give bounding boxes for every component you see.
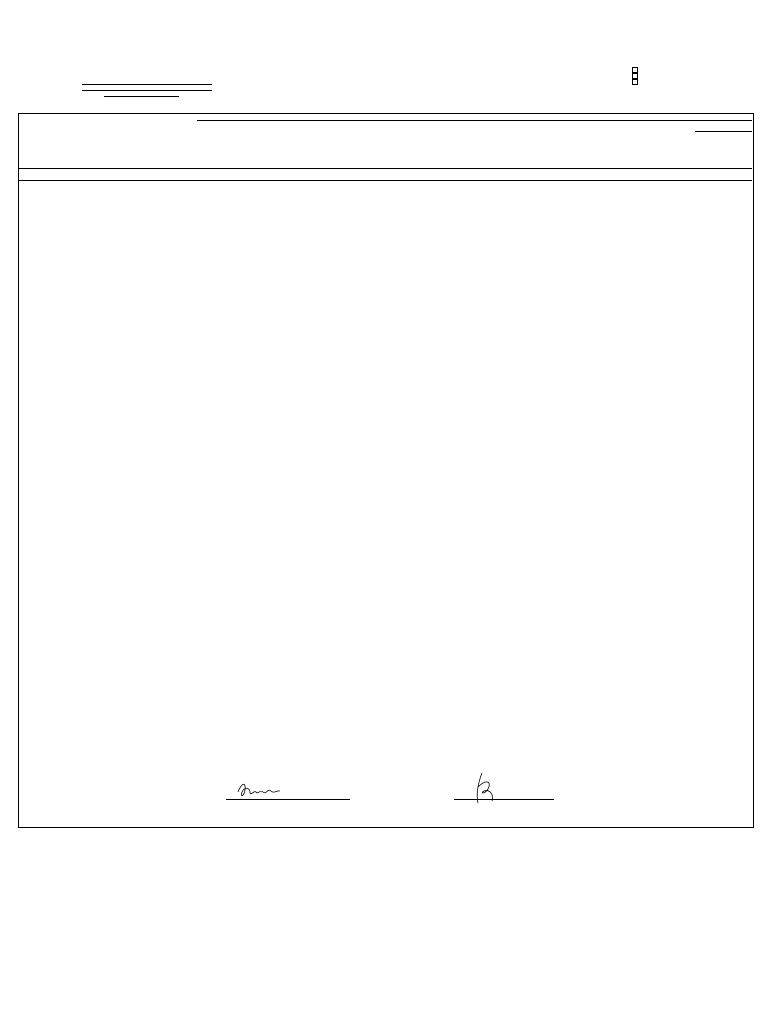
checkbox-continuing[interactable] <box>632 79 638 85</box>
far-table <box>18 113 754 828</box>
